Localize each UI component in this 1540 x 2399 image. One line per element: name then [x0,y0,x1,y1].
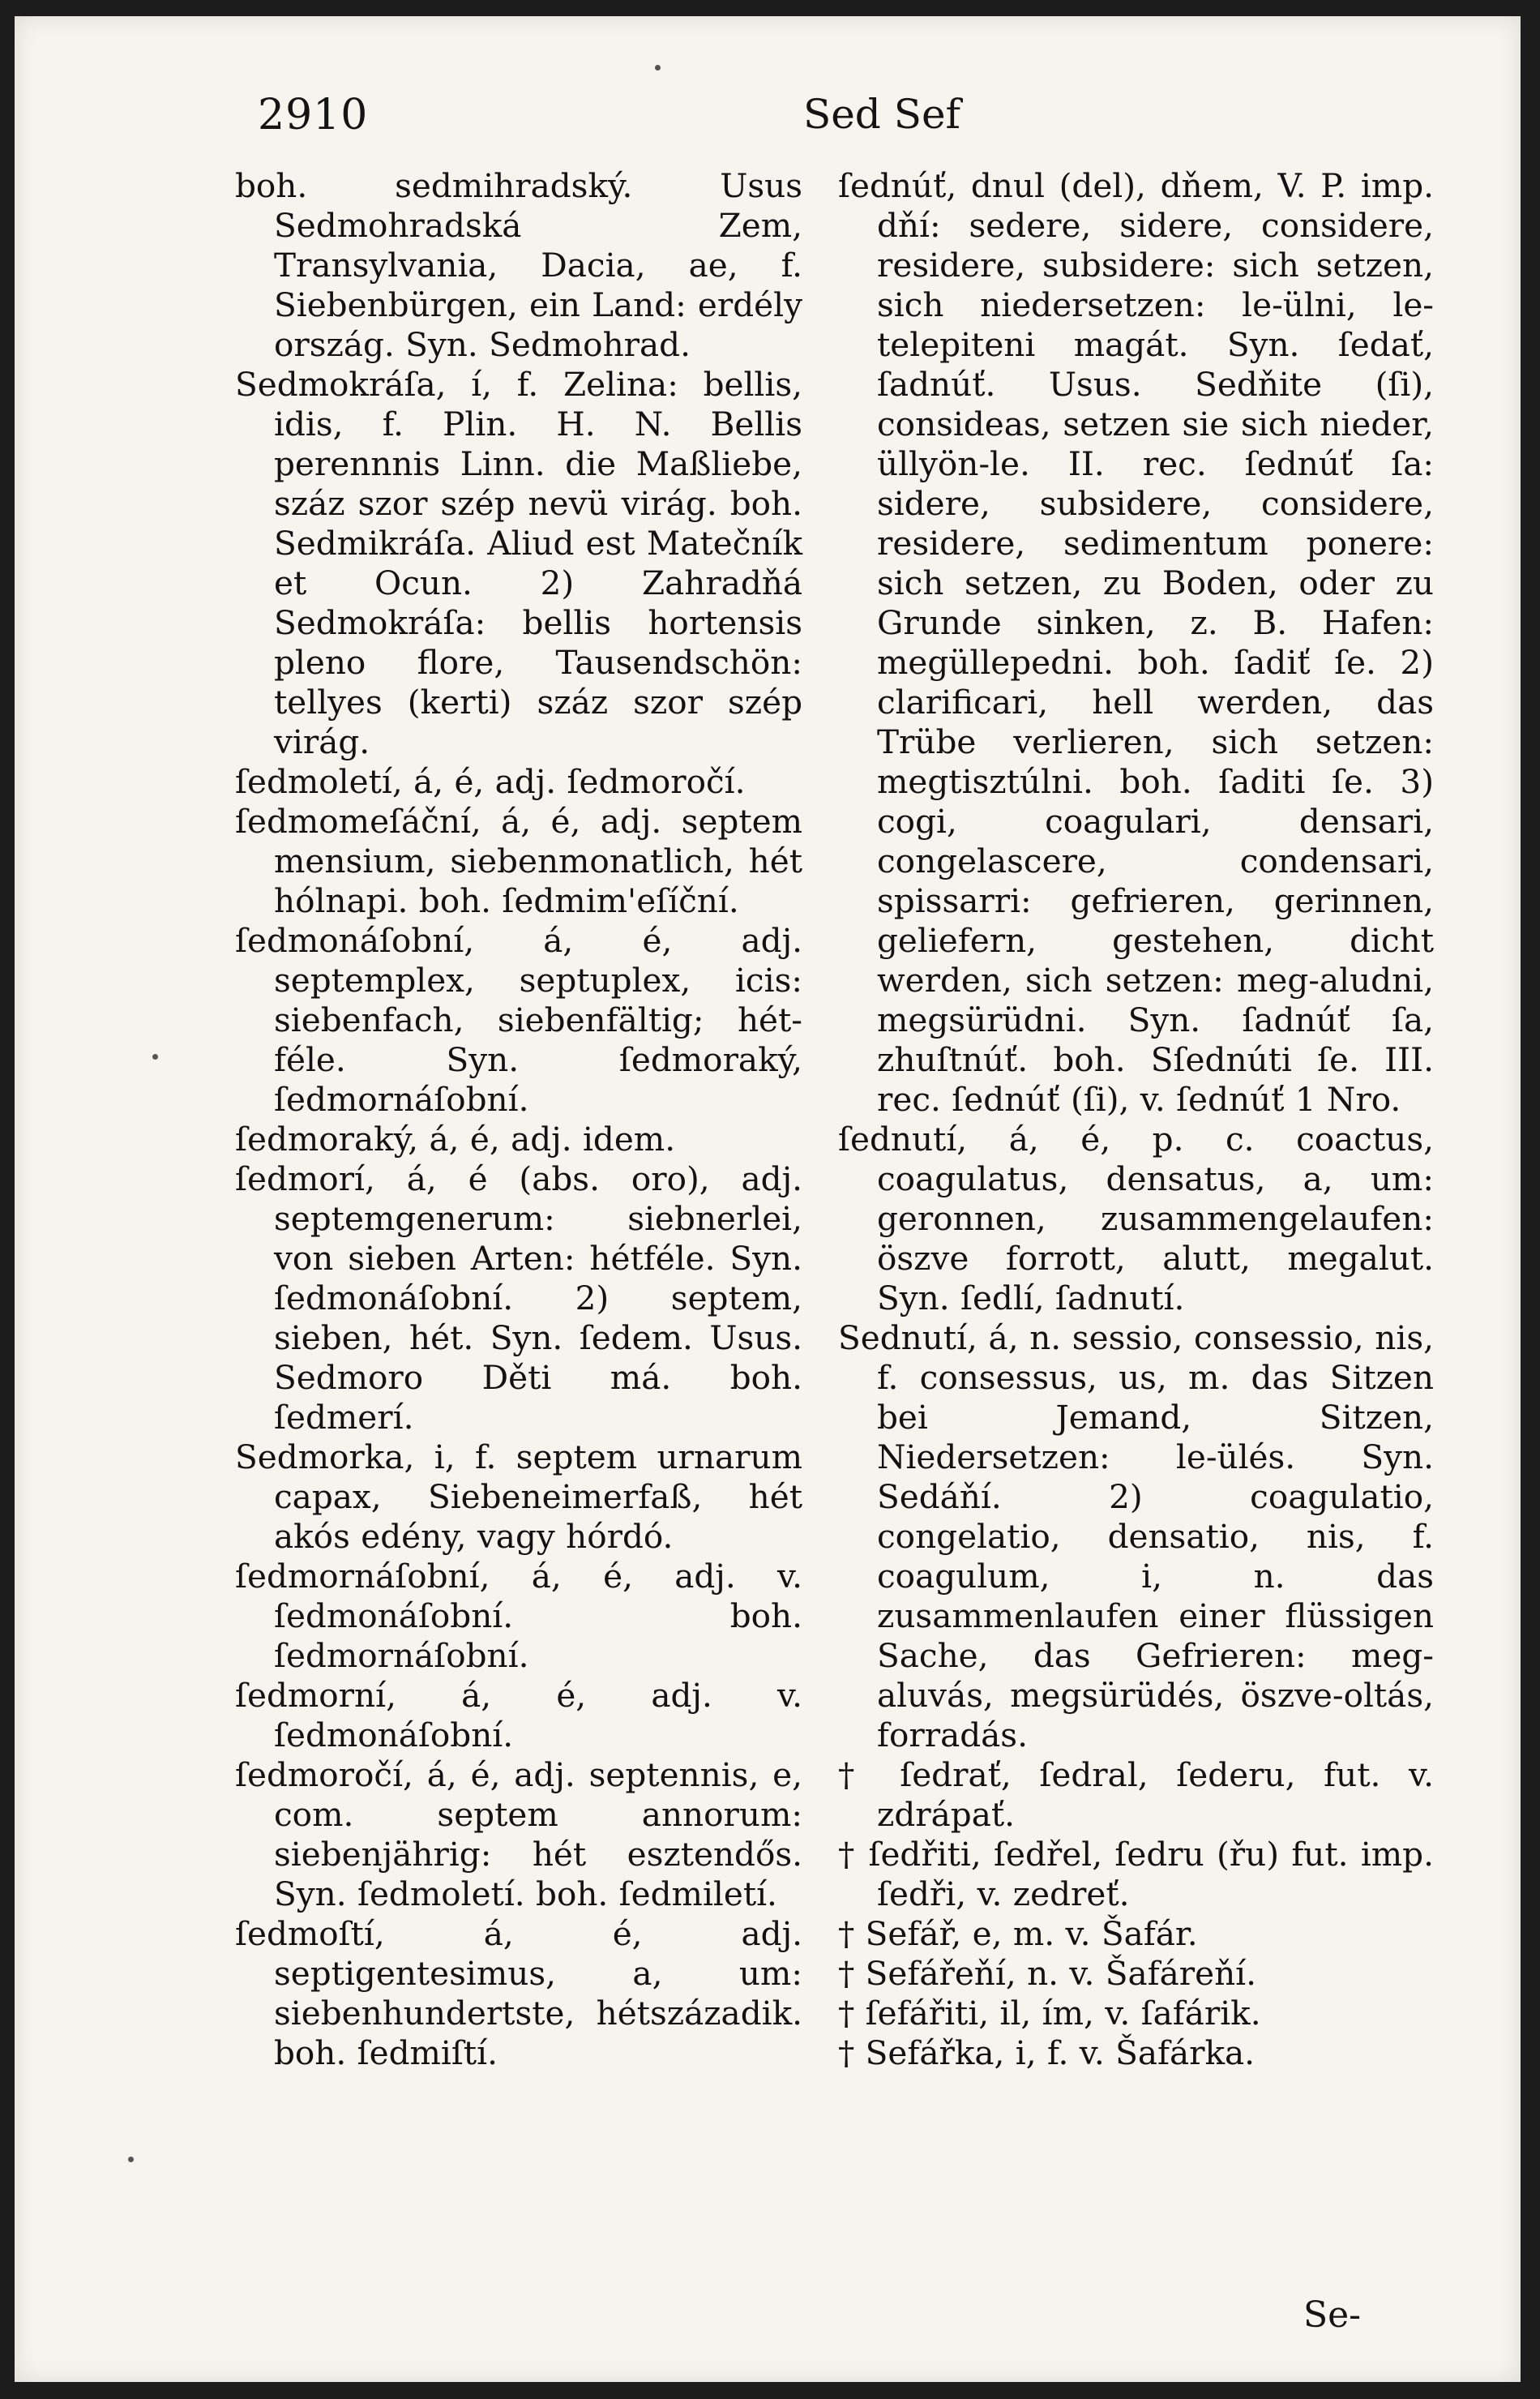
dictionary-entry: boh. sedmihradský. Usus Sedmohradská Zem, Transylvania, Dacia, ae, f. Siebenbürgen, ein Land: erdély ország. Syn. Sedmohrad. [235,166,802,364]
dictionary-entry: ſedmoletí, á, é, adj. ſedmoročí. [235,762,746,801]
dictionary-entry: † Sefář, e, m. v. Šafár. [838,1914,1198,1953]
dictionary-entry: ſedmomeſáční, á, é, adj. septem mensium, siebenmonatlich, hét hólnapi. boh. ſedmim'eſíční. [235,802,802,920]
dictionary-entry: ſednúť, dnul (del), dňem, V. P. imp. dňí: sedere, sidere, considere, residere, subsidere: sich setzen, sich niedersetzen: le-ülni, le-telepiteni magát. Syn. ſedať, ſadnúť. Usus. Sedňite (ſi), consideas, setzen sie sich nieder, üllyön-le. II. rec. ſednúť ſa: sidere, subsidere, considere, residere, sedimentum ponere: sich setzen, zu Boden, oder zu Grunde sinken, z. B. Hafen: megüllepedni. boh. ſadiť ſe. 2) clarificari, hell werden, das Trübe verlieren, sich setzen: megtisztúlni. boh. ſaditi ſe. 3) cogi, coagulari, densari, congelascere, condensari, spissarri: gefrieren, gerinnen, geliefern, gestehen, dicht werden, sich setzen: meg-aludni, megsürüdni. Syn. ſadnúť ſa, zhuſtnúť. boh. Sſednúti ſe. III. rec. ſednúť (ſi), v. ſednúť 1 Nro. [838,166,1434,1119]
dictionary-entry: ſednutí, á, é, p. c. coactus, coagulatus, densatus, a, um: geronnen, zusammengelaufen: öszve forrott, alutt, megalut. Syn. ſedlí, ſadnutí. [838,1120,1434,1317]
dictionary-entry: Sedmorka, i, f. septem urnarum capax, Siebeneimerfaß, hét akós edény, vagy hórdó. [235,1437,802,1556]
dictionary-entry: ſedmoročí, á, é, adj. septennis, e, com. septem annorum: siebenjährig: hét esztendős. Syn. ſedmoletí. boh. ſedmiletí. [235,1755,802,1913]
running-head: Sed Sef [802,91,961,138]
page-number: 2910 [258,91,369,139]
dictionary-entry: ſedmorní, á, é, adj. v. ſedmonáſobní. [235,1676,802,1754]
paper-speck [128,2157,134,2162]
dictionary-entry: † ſedrať, ſedral, ſederu, fut. v. zdrápať. [838,1755,1434,1834]
paper-speck [655,65,661,71]
paper-speck [152,1054,158,1060]
dictionary-entry: † ſefářiti, il, ím, v. ſafárik. [838,1994,1261,2033]
dictionary-entry: † Sefářka, i, f. v. Šafárka. [838,2033,1256,2072]
dictionary-entry: ſedmonáſobní, á, é, adj. septemplex, septuplex, icis: siebenfach, siebenfältig; hét-féle. Syn. ſedmoraký, ſedmornáſobní. [235,921,802,1119]
right-column [838,166,1434,2073]
left-column [235,166,802,2073]
dictionary-entry: Sednutí, á, n. sessio, consessio, nis, f. consessus, us, m. das Sitzen bei Jemand, Sitzen, Niedersetzen: le-ülés. Syn. Sedáňí. 2) coagulatio, congelatio, densatio, nis, f. coagulum, i, n. das zusammenlaufen einer flüssigen Sache, das Gefrieren: meg-aluvás, megsürüdés, öszve-oltás, forradás. [838,1318,1434,1754]
dictionary-entry: ſedmoraký, á, é, adj. idem. [235,1120,676,1159]
dictionary-entry: † Sefářeňí, n. v. Šafáreňí. [838,1954,1257,1993]
dictionary-entry: ſedmorí, á, é (abs. oro), adj. septemgenerum: siebnerlei, von sieben Arten: hétféle. Syn. ſedmonáſobní. 2) septem, sieben, hét. Syn. ſedem. Usus. Sedmoro Děti má. boh. ſedmerí. [235,1159,802,1437]
dictionary-entry: † ſedřiti, ſedřel, ſedru (řu) fut. imp. ſedři, v. zedreť. [838,1835,1434,1913]
dictionary-entry: ſedmoſtí, á, é, adj. septigentesimus, a, um: siebenhundertste, hétszázadik. boh. ſedmiſtí. [235,1914,802,2072]
dictionary-page [15,16,1521,2382]
catchword: Se- [1303,2294,1362,2336]
dictionary-entry: ſedmornáſobní, á, é, adj. v. ſedmonáſobní. boh. ſedmornáſobní. [235,1557,802,1675]
dictionary-entry: Sedmokráſa, í, f. Zelina: bellis, idis, f. Plin. H. N. Bellis perennnis Linn. die Maßliebe, száz szor szép nevü virág. boh. Sedmikráſa. Aliud est Matečník et Ocun. 2) Zahradňá Sedmokráſa: bellis hortensis pleno flore, Tausendschön: tellyes (kerti) száz szor szép virág. [235,365,802,761]
